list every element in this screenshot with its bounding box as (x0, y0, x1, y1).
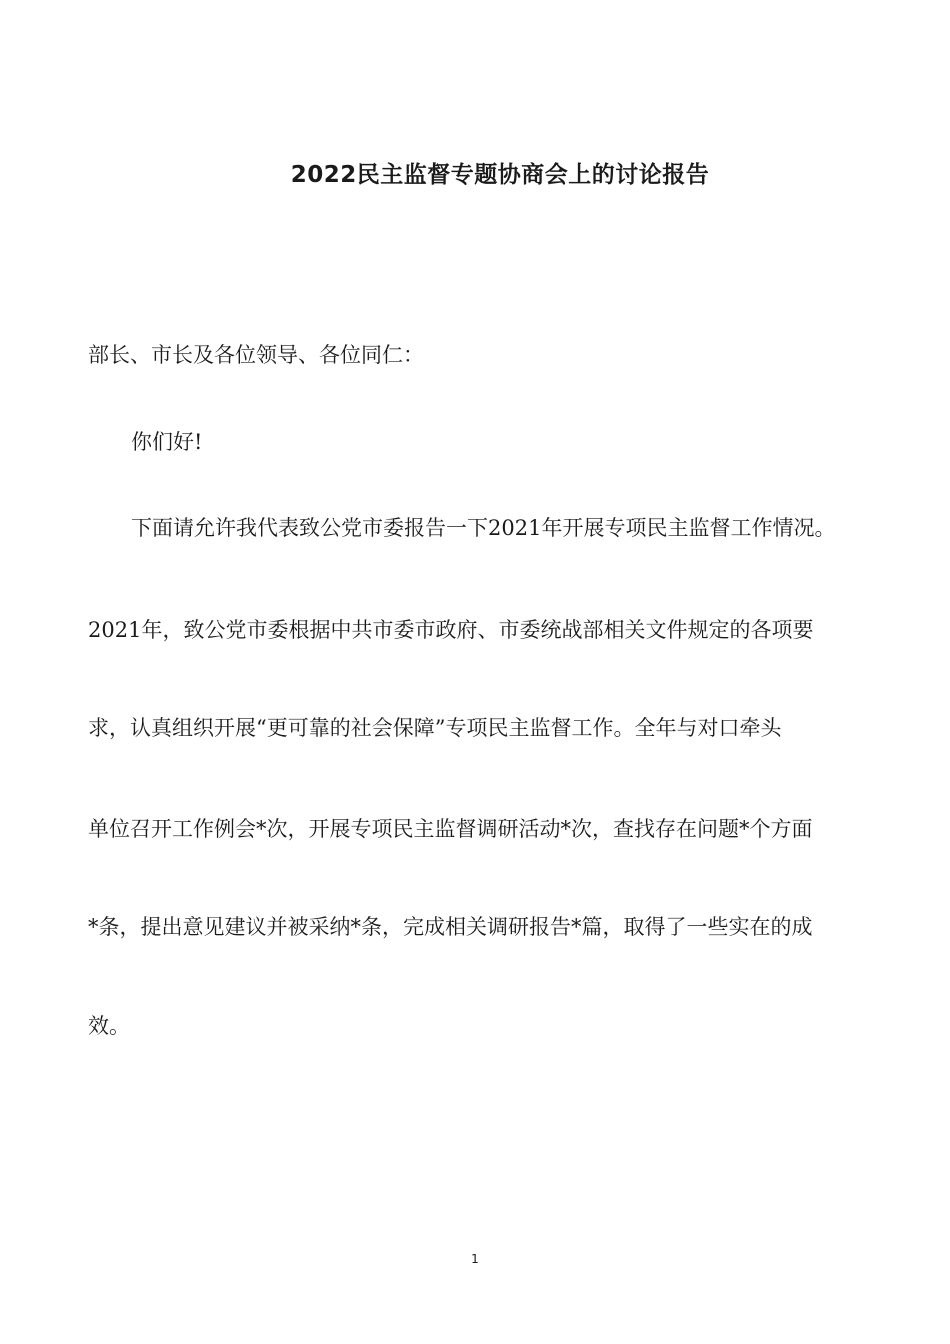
paragraph-line: 单位召开工作例会*次，开展专项民主监督调研活动*次，查找存在问题*个方面 (88, 817, 813, 841)
paragraph-line: 求，认真组织开展“更可靠的社会保障”专项民主监督工作。全年与对口牵头 (88, 716, 782, 740)
page-number: 1 (471, 1252, 479, 1266)
paragraph-line: 下面请允许我代表致公党市委报告一下2021年开展专项民主监督工作情况。 (131, 516, 836, 540)
document-title: 2022民主监督专题协商会上的讨论报告 (290, 162, 710, 188)
greeting: 你们好! (131, 430, 203, 454)
salutation: 部长、市长及各位领导、各位同仁： (88, 343, 424, 367)
paragraph-line: 2021年，致公党市委根据中共市委市政府、市委统战部相关文件规定的各项要 (88, 618, 814, 642)
paragraph-line: 效。 (88, 1014, 130, 1038)
paragraph-line: *条，提出意见建议并被采纳*条，完成相关调研报告*篇，取得了一些实在的成 (88, 915, 813, 939)
